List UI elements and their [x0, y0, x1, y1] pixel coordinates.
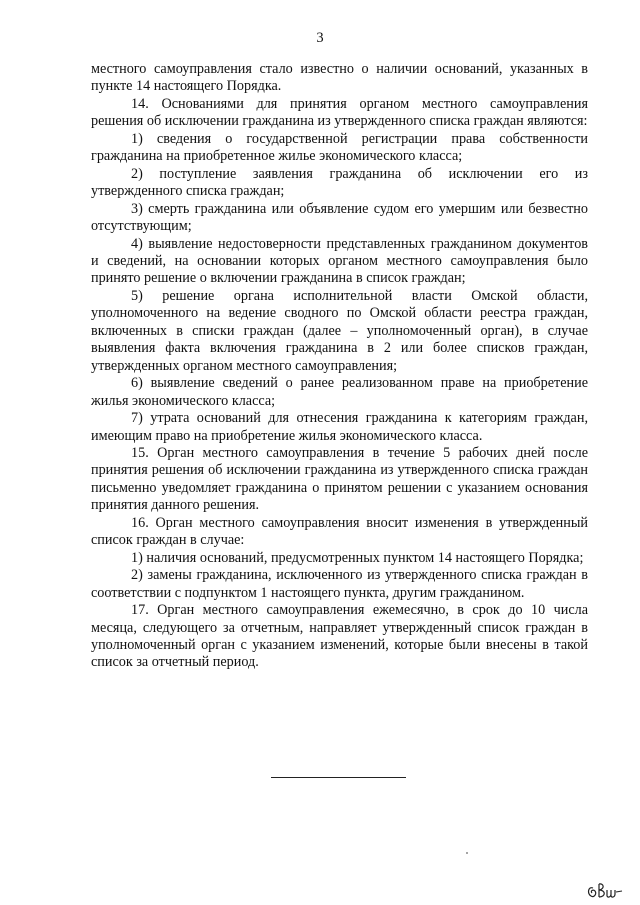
paragraph: 1) наличия оснований, предусмотренных пунктом 14 настоящего Порядка; — [131, 549, 584, 566]
paragraph: местного самоуправления стало известно о наличии оснований, указанных в пункте 14 настоящего Порядка. — [91, 61, 588, 95]
paragraph: 2) поступление заявления гражданина об исключении его из утвержденного списка граждан; — [91, 165, 588, 200]
paragraph: 5) решение органа исполнительной власти Омской области, уполномоченного на ведение сводного по Омской области реестра граждан, включенных в списки граждан (далее – уполномоченный орган), в случае выявления факта включения гражданина в 2 или более списков граждан, утвержденных органом местного самоуправления; — [91, 287, 588, 374]
paragraph: 15. Орган местного самоуправления в течение 5 рабочих дней после принятия решения об исключении гражданина из утвержденного списка граждан письменно уведомляет гражданина о принятом решении с указанием основания принятия данного решения. — [91, 444, 588, 514]
paragraph: 4) выявление недостоверности представленных гражданином документов и сведений, на основании которых органом местного самоуправления было принято решение о включении гражданина в список граждан; — [91, 235, 588, 287]
stray-mark — [466, 852, 468, 854]
paragraph: 2) замены гражданина, исключенного из утвержденного списка граждан в соответствии с подпунктом 1 настоящего пункта, другим гражданином. — [91, 567, 588, 601]
paragraph: 1) сведения о государственной регистрации права собственности гражданина на приобретенное жилье экономического класса; — [91, 130, 588, 165]
paragraph: 17. Орган местного самоуправления ежемесячно, в срок до 10 числа месяца, следующего за отчетным, направляет утвержденный список граждан в уполномоченный орган с указанием изменений, которые были внесены в такой список за отчетный период. — [91, 602, 588, 671]
paragraph: 3) смерть гражданина или объявление судом его умершим или безвестно отсутствующим; — [91, 200, 588, 235]
paragraph: 14. Основаниями для принятия органом местного самоуправления решения об исключении гражданина из утвержденного списка граждан являются: — [91, 95, 588, 130]
document-body — [91, 61, 588, 672]
paragraph: 6) выявление сведений о ранее реализованном праве на приобретение жилья экономического класса; — [91, 375, 588, 409]
paragraph: 7) утрата оснований для отнесения гражданина к категориям граждан, имеющим право на приобретение жилья экономического класса. — [91, 410, 588, 444]
handwritten-initials — [585, 878, 625, 904]
paragraph: 16. Орган местного самоуправления вносит изменения в утвержденный список граждан в случае: — [91, 514, 588, 549]
divider-line — [271, 777, 406, 778]
page-number: 3 — [316, 30, 324, 46]
